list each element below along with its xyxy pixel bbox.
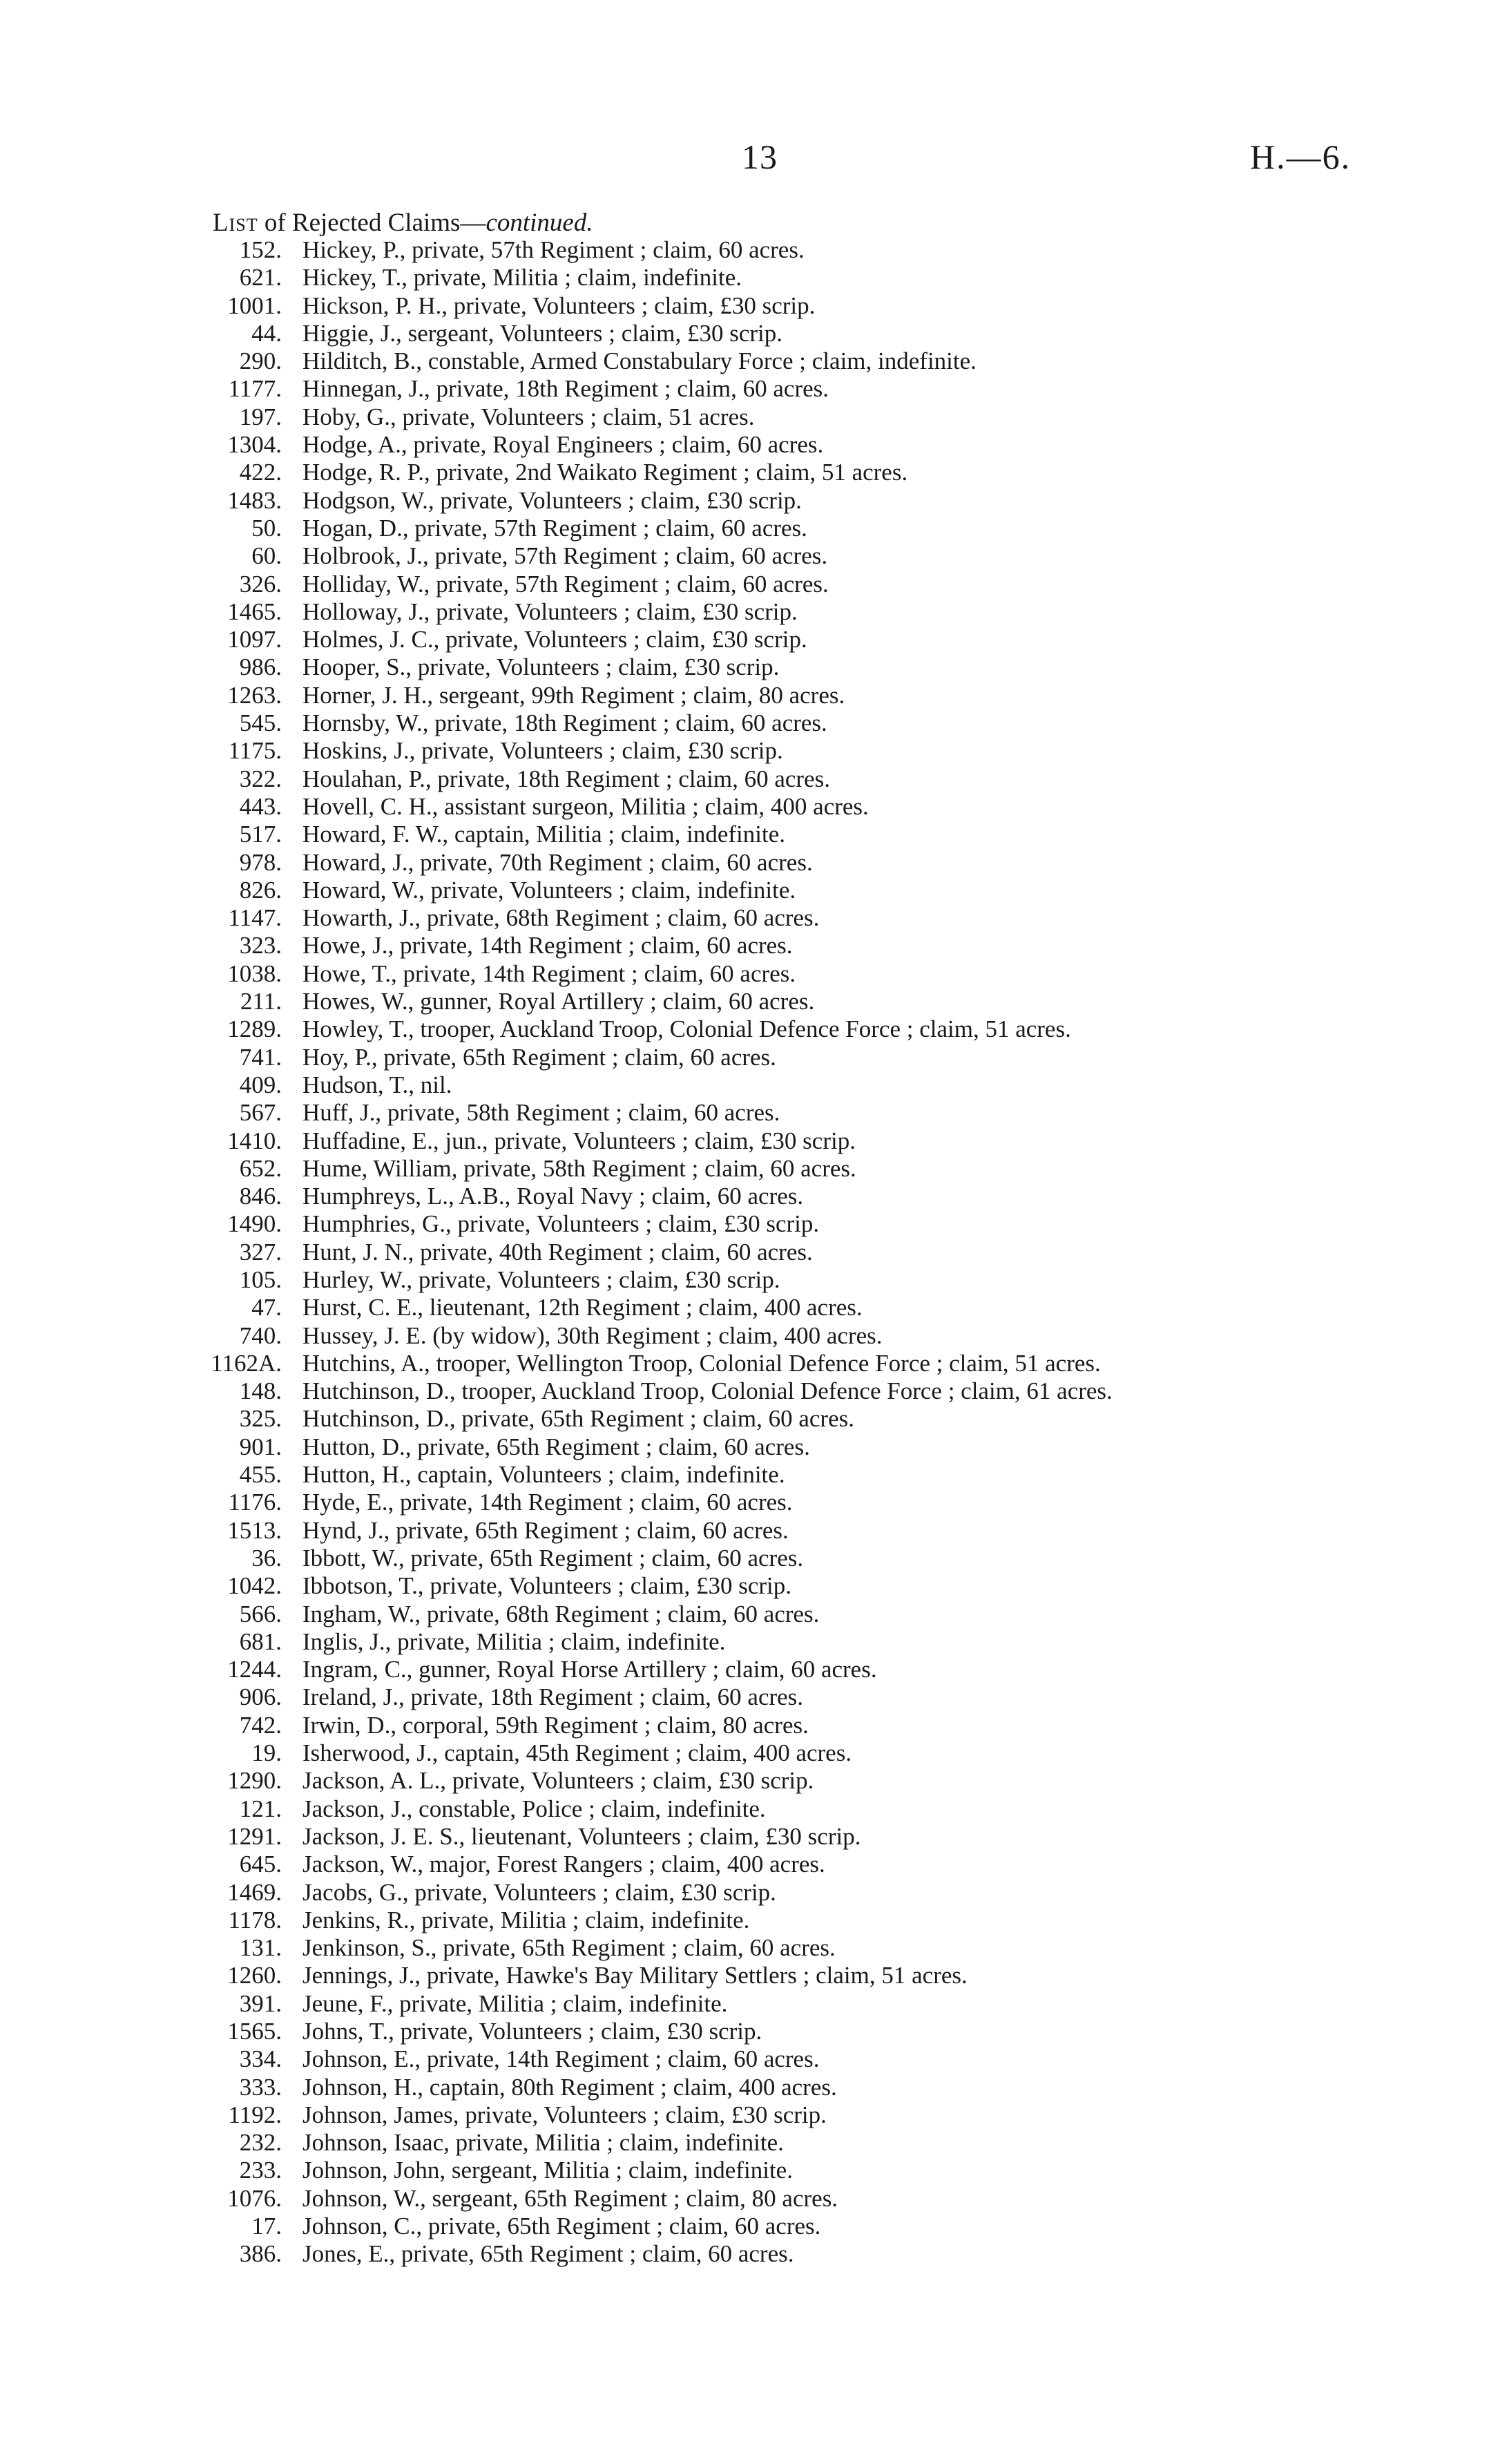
claim-entry	[180, 1015, 1478, 1043]
claim-number: 1465.	[227, 598, 282, 625]
claim-entry	[180, 709, 1478, 737]
claim-description: Inglis, J., private, Militia ; claim, indefinite.	[302, 1627, 726, 1655]
claim-entry	[180, 347, 1478, 375]
claim-entry	[180, 2018, 1478, 2045]
claim-description: Howard, W., private, Volunteers ; claim, indefinite.	[302, 876, 796, 904]
claim-description: Johns, T., private, Volunteers ; claim, £30 scrip.	[302, 2018, 762, 2045]
claim-description: Hoby, G., private, Volunteers ; claim, 51 acres.	[302, 403, 755, 430]
claim-description: Horner, J. H., sergeant, 99th Regiment ; claim, 80 acres.	[302, 681, 845, 709]
claim-description: Hogan, D., private, 57th Regiment ; claim, 60 acres.	[302, 514, 807, 542]
claim-description: Hornsby, W., private, 18th Regiment ; claim, 60 acres.	[302, 709, 827, 737]
claim-number: 232.	[239, 2129, 282, 2157]
claim-entry	[180, 626, 1478, 653]
claim-entry	[180, 1489, 1478, 1516]
claim-description: Hilditch, B., constable, Armed Constabulary Force ; claim, indefinite.	[302, 347, 977, 375]
claim-description: Howes, W., gunner, Royal Artillery ; claim, 60 acres.	[302, 988, 815, 1015]
claim-number: 545.	[239, 709, 282, 737]
claim-entry	[180, 1127, 1478, 1155]
claim-entry	[180, 292, 1478, 320]
claim-description: Hickey, T., private, Militia ; claim, indefinite.	[302, 264, 742, 292]
claim-description: Irwin, D., corporal, 59th Regiment ; claim, 80 acres.	[302, 1711, 809, 1739]
claim-number: 1260.	[227, 1962, 282, 1989]
claim-description: Hynd, J., private, 65th Regiment ; claim, 60 acres.	[302, 1516, 789, 1544]
claim-entry	[180, 1712, 1478, 1739]
claim-number: 19.	[251, 1739, 282, 1767]
claim-description: Huffadine, E., jun., private, Volunteers ; claim, £30 scrip.	[302, 1127, 856, 1154]
claim-entry	[180, 1155, 1478, 1183]
claim-entry	[180, 849, 1478, 877]
claim-entry	[180, 1044, 1478, 1071]
claim-number: 1469.	[227, 1878, 282, 1906]
claim-number: 17.	[251, 2213, 282, 2240]
claim-description: Jenkins, R., private, Militia ; claim, indefinite.	[302, 1906, 750, 1933]
claim-description: Hutton, H., captain, Volunteers ; claim, indefinite.	[302, 1461, 785, 1489]
claim-description: Ibbott, W., private, 65th Regiment ; claim, 60 acres.	[302, 1544, 804, 1572]
claim-entry	[180, 459, 1478, 486]
claim-entry	[180, 737, 1478, 765]
claim-entry	[180, 1350, 1478, 1377]
page-number: 13	[742, 137, 778, 176]
claim-number: 1042.	[227, 1572, 282, 1600]
claim-number: 906.	[239, 1683, 282, 1711]
claim-description: Hyde, E., private, 14th Regiment ; claim, 60 acres.	[302, 1489, 793, 1516]
claim-description: Jeune, F., private, Militia ; claim, indefinite.	[302, 1989, 728, 2017]
claim-description: Jones, E., private, 65th Regiment ; claim, 60 acres.	[302, 2240, 794, 2268]
claim-number: 1147.	[228, 904, 282, 932]
claim-number: 443.	[239, 792, 282, 820]
claim-number: 1001.	[227, 292, 282, 319]
claim-description: Jackson, J. E. S., lieutenant, Volunteers ; claim, £30 scrip.	[302, 1822, 861, 1850]
claim-entry	[180, 1767, 1478, 1795]
claim-entry	[180, 877, 1478, 904]
claim-entry	[180, 793, 1478, 821]
claim-description: Jenkinson, S., private, 65th Regiment ; claim, 60 acres.	[302, 1934, 836, 1962]
claim-description: Huff, J., private, 58th Regiment ; claim, 60 acres.	[302, 1099, 780, 1127]
claim-number: 455.	[239, 1461, 282, 1489]
claim-number: 901.	[239, 1433, 282, 1460]
claim-number: 1483.	[227, 486, 282, 514]
claim-description: Johnson, John, sergeant, Militia ; claim, indefinite.	[302, 2157, 793, 2184]
claim-number: 36.	[251, 1544, 282, 1572]
claim-description: Johnson, E., private, 14th Regiment ; claim, 60 acres.	[302, 2045, 820, 2073]
claim-description: Ireland, J., private, 18th Regiment ; claim, 60 acres.	[302, 1683, 804, 1711]
claim-entry	[180, 487, 1478, 515]
claim-description: Holbrook, J., private, 57th Regiment ; claim, 60 acres.	[302, 542, 828, 570]
claim-entry	[180, 1934, 1478, 1962]
claim-entry	[180, 682, 1478, 709]
claim-number: 333.	[239, 2073, 282, 2101]
claim-entry	[180, 1990, 1478, 2018]
claim-entry	[180, 1601, 1478, 1628]
claim-description: Ingram, C., gunner, Royal Horse Artillery ; claim, 60 acres.	[302, 1656, 877, 1683]
claim-number: 391.	[239, 1989, 282, 2017]
claim-entry	[180, 431, 1478, 459]
claim-number: 121.	[239, 1795, 282, 1822]
claim-description: Hurley, W., private, Volunteers ; claim, £30 scrip.	[302, 1266, 780, 1293]
claim-entry	[180, 571, 1478, 598]
claim-entry	[180, 1851, 1478, 1878]
claim-description: Jennings, J., private, Hawke's Bay Military Settlers ; claim, 51 acres.	[302, 1962, 968, 1989]
claim-entry	[180, 1879, 1478, 1907]
claim-entry	[180, 2129, 1478, 2157]
claim-description: Johnson, W., sergeant, 65th Regiment ; claim, 80 acres.	[302, 2184, 838, 2212]
claim-description: Hudson, T., nil.	[302, 1071, 452, 1098]
claim-description: Hooper, S., private, Volunteers ; claim, £30 scrip.	[302, 653, 780, 681]
claim-number: 986.	[239, 653, 282, 681]
claim-entry	[180, 960, 1478, 988]
list-heading-lead: List	[213, 209, 258, 237]
claim-number: 1176.	[228, 1489, 282, 1516]
claim-number: 681.	[239, 1627, 282, 1655]
claim-description: Hickey, P., private, 57th Regiment ; claim, 60 acres.	[302, 236, 805, 263]
claim-entry	[180, 988, 1478, 1015]
claim-entry	[180, 653, 1478, 681]
claim-entry	[180, 1656, 1478, 1683]
claim-number: 740.	[239, 1321, 282, 1349]
claim-number: 131.	[239, 1934, 282, 1962]
claim-number: 152.	[239, 236, 282, 263]
claim-entry	[180, 904, 1478, 932]
claim-number: 978.	[239, 848, 282, 876]
claim-number: 1289.	[227, 1015, 282, 1043]
claim-description: Hickson, P. H., private, Volunteers ; claim, £30 scrip.	[302, 292, 816, 319]
claim-entry	[180, 2101, 1478, 2129]
claim-number: 1175.	[228, 737, 282, 765]
claim-entry	[180, 2185, 1478, 2213]
claim-entry	[180, 375, 1478, 403]
claim-number: 1490.	[227, 1210, 282, 1238]
claim-description: Humphreys, L., A.B., Royal Navy ; claim, 60 acres.	[302, 1183, 804, 1210]
claim-entry	[180, 1628, 1478, 1656]
claim-entry	[180, 1099, 1478, 1127]
claim-number: 386.	[239, 2240, 282, 2268]
claim-entry	[180, 264, 1478, 292]
claim-number: 517.	[239, 821, 282, 848]
claim-entry	[180, 1266, 1478, 1294]
claim-entry	[180, 1907, 1478, 1934]
claim-entry	[180, 1405, 1478, 1433]
claim-description: Hussey, J. E. (by widow), 30th Regiment ; claim, 400 acres.	[302, 1321, 883, 1349]
claim-number: 1244.	[227, 1656, 282, 1683]
claim-entry	[180, 598, 1478, 626]
claim-number: 1178.	[228, 1906, 282, 1933]
claim-number: 47.	[251, 1294, 282, 1321]
claim-number: 409.	[239, 1071, 282, 1098]
claim-description: Hunt, J. N., private, 40th Regiment ; claim, 60 acres.	[302, 1238, 813, 1266]
claim-description: Ibbotson, T., private, Volunteers ; claim, £30 scrip.	[302, 1572, 791, 1600]
claim-number: 566.	[239, 1600, 282, 1627]
claim-entry	[180, 1183, 1478, 1210]
claim-number: 742.	[239, 1711, 282, 1739]
claim-number: 197.	[239, 403, 282, 430]
claim-entry	[180, 1239, 1478, 1266]
claim-number: 233.	[239, 2157, 282, 2184]
claim-number: 211.	[240, 988, 282, 1015]
claim-number: 1076.	[227, 2184, 282, 2212]
claim-description: Jackson, A. L., private, Volunteers ; claim, £30 scrip.	[302, 1767, 814, 1795]
list-heading-rest: of Rejected Claims—	[258, 209, 486, 237]
claim-entry	[180, 1823, 1478, 1851]
claim-entry	[180, 1683, 1478, 1711]
claim-description: Hodgson, W., private, Volunteers ; claim, £30 scrip.	[302, 486, 802, 514]
claim-description: Isherwood, J., captain, 45th Regiment ; claim, 400 acres.	[302, 1739, 852, 1767]
claim-description: Hurst, C. E., lieutenant, 12th Regiment ; claim, 400 acres.	[302, 1294, 863, 1321]
claim-description: Howard, J., private, 70th Regiment ; claim, 60 acres.	[302, 848, 813, 876]
claim-entry	[180, 1322, 1478, 1350]
claim-description: Hodge, A., private, Royal Engineers ; claim, 60 acres.	[302, 431, 824, 459]
claim-entry	[180, 2240, 1478, 2268]
claim-number: 826.	[239, 876, 282, 904]
claim-entry	[180, 1962, 1478, 1989]
claim-entry	[180, 1210, 1478, 1238]
claim-description: Johnson, James, private, Volunteers ; claim, £30 scrip.	[302, 2101, 827, 2128]
claim-entry	[180, 821, 1478, 848]
claim-entry	[180, 2213, 1478, 2240]
claim-description: Ingham, W., private, 68th Regiment ; claim, 60 acres.	[302, 1600, 820, 1627]
claim-entry	[180, 1739, 1478, 1767]
claim-description: Johnson, Isaac, private, Militia ; claim, indefinite.	[302, 2129, 784, 2157]
claim-number: 327.	[239, 1238, 282, 1266]
claim-entry	[180, 1572, 1478, 1600]
claim-number: 44.	[251, 319, 282, 347]
claim-description: Hinnegan, J., private, 18th Regiment ; claim, 60 acres.	[302, 375, 829, 403]
claim-entry	[180, 1377, 1478, 1405]
claim-entry	[180, 542, 1478, 570]
list-heading	[213, 208, 593, 238]
claim-number: 322.	[239, 765, 282, 792]
claim-entry	[180, 1461, 1478, 1489]
claim-description: Howarth, J., private, 68th Regiment ; claim, 60 acres.	[302, 904, 820, 932]
claim-number: 50.	[251, 514, 282, 542]
claim-number: 621.	[239, 264, 282, 292]
claim-number: 326.	[239, 570, 282, 598]
claim-number: 325.	[239, 1405, 282, 1433]
claim-entry	[180, 403, 1478, 431]
claim-number: 105.	[239, 1266, 282, 1293]
claim-number: 1304.	[227, 431, 282, 459]
claim-description: Howe, J., private, 14th Regiment ; claim, 60 acres.	[302, 932, 793, 959]
claim-description: Jacobs, G., private, Volunteers ; claim, £30 scrip.	[302, 1878, 776, 1906]
claim-description: Hovell, C. H., assistant surgeon, Militia ; claim, 400 acres.	[302, 792, 869, 820]
claim-entry	[180, 320, 1478, 347]
claim-number: 148.	[239, 1377, 282, 1405]
claim-description: Jackson, J., constable, Police ; claim, indefinite.	[302, 1795, 766, 1822]
claim-description: Hutchinson, D., trooper, Auckland Troop, Colonial Defence Force ; claim, 61 acres.	[302, 1377, 1113, 1405]
claim-entry	[180, 1545, 1478, 1572]
claim-number: 1565.	[227, 2018, 282, 2045]
claim-description: Higgie, J., sergeant, Volunteers ; claim, £30 scrip.	[302, 319, 783, 347]
claim-entry	[180, 1071, 1478, 1099]
claim-number: 846.	[239, 1183, 282, 1210]
claim-description: Houlahan, P., private, 18th Regiment ; claim, 60 acres.	[302, 765, 830, 792]
claim-description: Holliday, W., private, 57th Regiment ; claim, 60 acres.	[302, 570, 829, 598]
claim-number: 1038.	[227, 959, 282, 987]
claim-entry	[180, 2045, 1478, 2073]
claim-number: 1513.	[227, 1516, 282, 1544]
claim-description: Hutchins, A., trooper, Wellington Troop, Colonial Defence Force ; claim, 51 acres.	[302, 1349, 1101, 1377]
claim-number: 323.	[239, 932, 282, 959]
claim-description: Howley, T., trooper, Auckland Troop, Colonial Defence Force ; claim, 51 acres.	[302, 1015, 1071, 1043]
claim-description: Hume, William, private, 58th Regiment ; claim, 60 acres.	[302, 1154, 856, 1182]
claim-entry	[180, 932, 1478, 959]
claim-number: 290.	[239, 347, 282, 375]
claim-entry	[180, 2074, 1478, 2101]
claim-description: Hoskins, J., private, Volunteers ; claim, £30 scrip.	[302, 737, 783, 765]
claim-entry	[180, 2157, 1478, 2184]
claim-entry	[180, 1294, 1478, 1321]
claim-number: 1177.	[228, 375, 282, 403]
claim-entry	[180, 1517, 1478, 1545]
claim-description: Hodge, R. P., private, 2nd Waikato Regiment ; claim, 51 acres.	[302, 459, 908, 486]
claim-entry	[180, 1433, 1478, 1461]
claim-entry	[180, 765, 1478, 793]
claim-description: Jackson, W., major, Forest Rangers ; claim, 400 acres.	[302, 1851, 825, 1878]
claim-number: 645.	[239, 1851, 282, 1878]
claim-number: 567.	[239, 1099, 282, 1127]
claim-description: Johnson, C., private, 65th Regiment ; claim, 60 acres.	[302, 2213, 821, 2240]
claim-description: Hoy, P., private, 65th Regiment ; claim, 60 acres.	[302, 1043, 776, 1071]
list-heading-continued: continued.	[486, 209, 593, 237]
claim-description: Humphries, G., private, Volunteers ; claim, £30 scrip.	[302, 1210, 820, 1238]
claim-number: 1290.	[227, 1767, 282, 1795]
claim-entry	[180, 515, 1478, 542]
claim-number: 422.	[239, 459, 282, 486]
claim-description: Hutchinson, D., private, 65th Regiment ; claim, 60 acres.	[302, 1405, 854, 1433]
claim-description: Howe, T., private, 14th Regiment ; claim, 60 acres.	[302, 959, 796, 987]
claim-number: 60.	[251, 542, 282, 570]
claim-description: Holloway, J., private, Volunteers ; claim, £30 scrip.	[302, 598, 798, 625]
claim-entry	[180, 1795, 1478, 1823]
claim-description: Holmes, J. C., private, Volunteers ; claim, £30 scrip.	[302, 626, 807, 653]
claim-number: 652.	[239, 1154, 282, 1182]
document-code: H.—6.	[1250, 137, 1352, 176]
claim-entry	[180, 236, 1478, 264]
claim-number: 1162A.	[211, 1349, 282, 1377]
claim-number: 1263.	[227, 681, 282, 709]
claim-description: Hutton, D., private, 65th Regiment ; claim, 60 acres.	[302, 1433, 810, 1460]
claim-number: 741.	[239, 1043, 282, 1071]
claim-number: 1097.	[227, 626, 282, 653]
claim-description: Howard, F. W., captain, Militia ; claim, indefinite.	[302, 821, 786, 848]
claim-number: 1192.	[228, 2101, 282, 2128]
claim-description: Johnson, H., captain, 80th Regiment ; claim, 400 acres.	[302, 2073, 837, 2101]
claim-number: 1410.	[227, 1127, 282, 1154]
claim-number: 334.	[239, 2045, 282, 2073]
claim-number: 1291.	[227, 1822, 282, 1850]
rejected-claims-list	[180, 236, 1478, 2269]
